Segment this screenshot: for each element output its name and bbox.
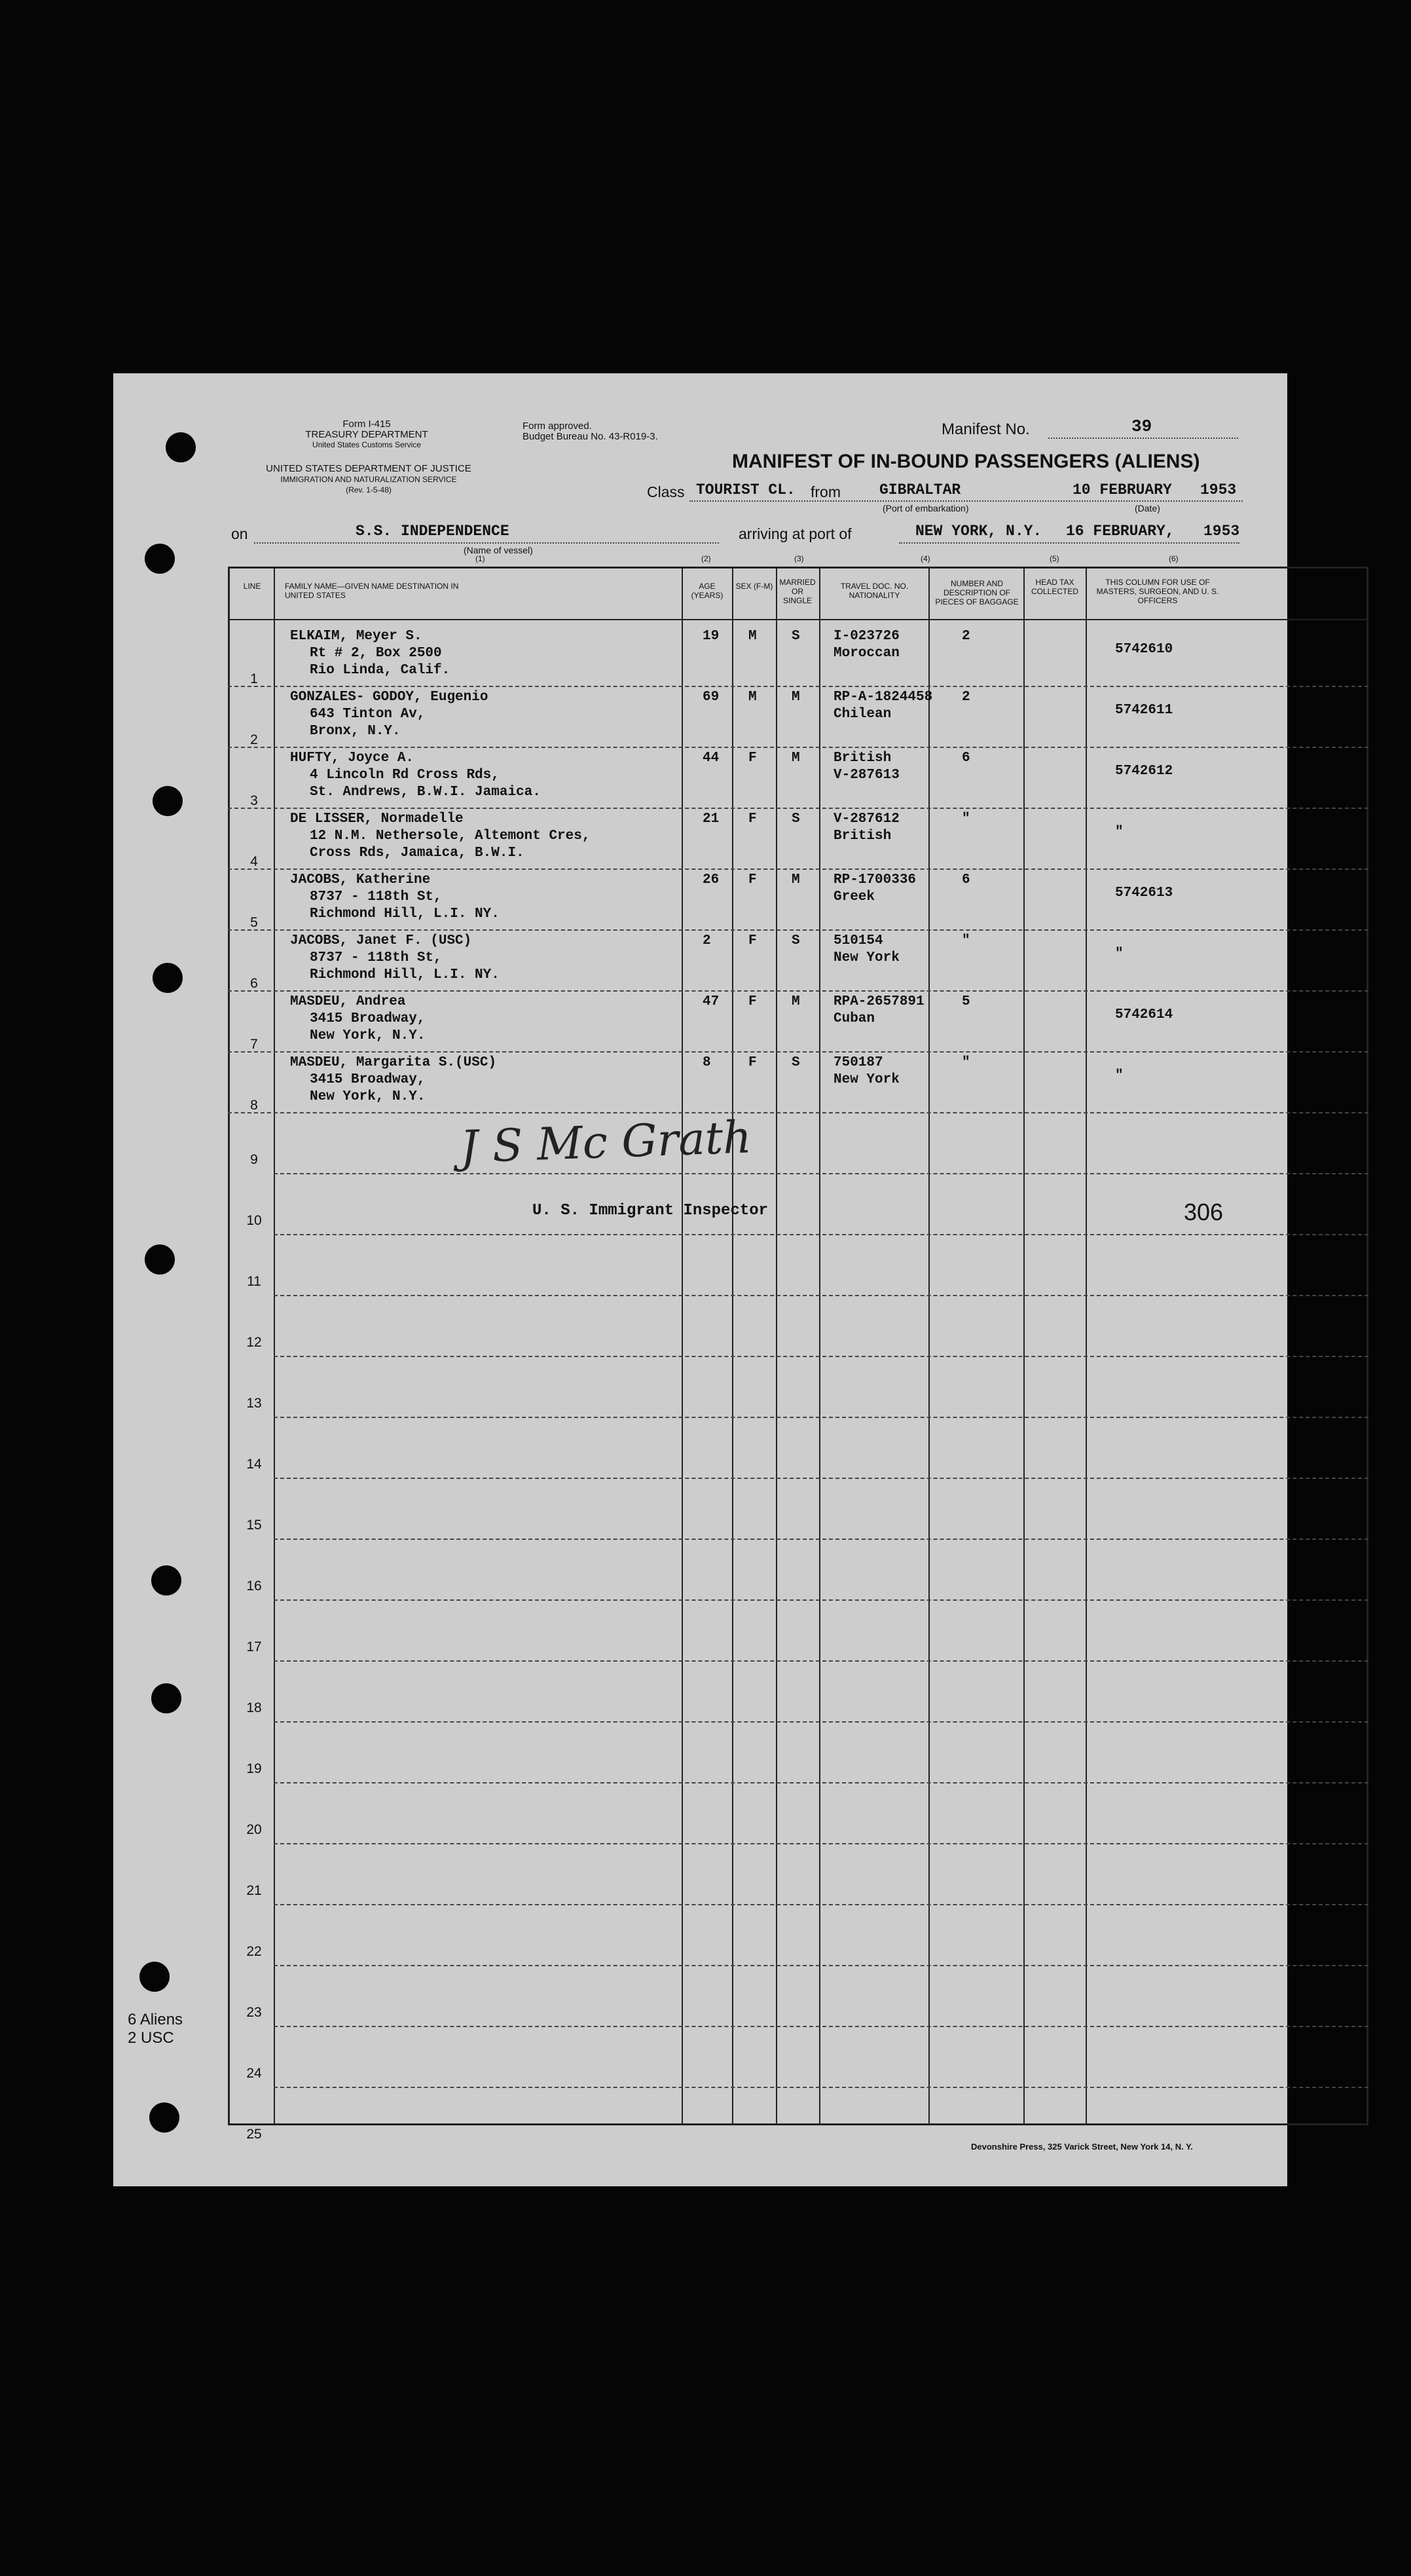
passenger-name: JACOBS, Katherine <box>290 872 431 887</box>
col-sep-tax <box>1023 567 1025 2125</box>
passenger-age: 19 <box>703 629 720 644</box>
row-separator <box>274 1721 1368 1723</box>
row-line-number: 3 <box>250 793 258 808</box>
travel-document-number: RP-1700336 <box>834 872 917 887</box>
row-line-number: 18 <box>246 1700 262 1715</box>
passenger-sex: F <box>748 933 757 948</box>
manifest-title: MANIFEST OF IN-BOUND PASSENGERS (ALIENS) <box>732 451 1200 472</box>
passenger-sex: F <box>748 994 757 1009</box>
travel-document-number: British <box>834 751 892 766</box>
travel-document-number: 750187 <box>834 1055 883 1070</box>
row-separator <box>228 929 1368 931</box>
row-separator <box>274 1660 1368 1662</box>
passenger-sex: F <box>748 812 757 827</box>
passenger-name: MASDEU, Margarita S.(USC) <box>290 1055 497 1070</box>
row-separator <box>274 1539 1368 1540</box>
punch-hole <box>145 544 175 574</box>
row-separator <box>228 686 1368 687</box>
passenger-marital-status: M <box>792 690 800 705</box>
punch-hole <box>153 963 183 993</box>
col-sep-sex <box>732 567 733 2125</box>
col-sep-baggage <box>928 567 930 2125</box>
row-separator <box>274 1234 1368 1235</box>
passenger-sex: M <box>748 690 757 705</box>
row-separator <box>274 1417 1368 1418</box>
officer-number: 5742612 <box>1115 764 1173 779</box>
arriving-label: arriving at port of <box>739 525 852 542</box>
passenger-address-city: Cross Rds, Jamaica, B.W.I. <box>310 846 524 861</box>
passenger-nationality: V-287613 <box>834 768 900 783</box>
row-line-number: 24 <box>246 2066 262 2081</box>
date-caption: (Date) <box>1135 503 1160 513</box>
baggage-pieces: 2 <box>962 690 970 705</box>
col-header-sex: SEX (F-M) <box>735 582 773 591</box>
passenger-address-street: 8737 - 118th St, <box>310 889 442 905</box>
class-label: Class <box>647 483 685 500</box>
port-of-embarkation: GIBRALTAR <box>879 481 961 498</box>
passenger-name: JACOBS, Janet F. (USC) <box>290 933 472 948</box>
form-number: Form I-415 <box>342 419 391 430</box>
margin-note-aliens: 6 Aliens <box>128 2011 183 2028</box>
officer-number: 5742614 <box>1115 1007 1173 1022</box>
row-line-number: 17 <box>246 1639 262 1654</box>
budget-bureau: Budget Bureau No. 43-R019-3. <box>522 431 658 442</box>
row-line-number: 21 <box>246 1883 262 1898</box>
passenger-address-street: 4 Lincoln Rd Cross Rds, <box>310 768 500 783</box>
row-separator <box>274 1782 1368 1783</box>
ins-line: IMMIGRATION AND NATURALIZATION SERVICE <box>280 475 457 484</box>
vessel-name: S.S. INDEPENDENCE <box>356 523 509 540</box>
travel-document-number: RP-A-1824458 <box>834 690 933 705</box>
punch-hole <box>166 432 196 462</box>
passenger-marital-status: S <box>792 812 800 827</box>
col-header-use: THIS COLUMN FOR USE OF MASTERS, SURGEON, AND U. S. OFFICERS <box>1096 578 1219 605</box>
from-label: from <box>811 483 841 500</box>
row-line-number: 2 <box>250 732 258 747</box>
col-sep-age <box>682 567 683 2125</box>
passenger-address-street: 8737 - 118th St, <box>310 950 442 965</box>
col-header-tax: HEAD TAX COLLECTED <box>1031 578 1079 596</box>
baggage-pieces: " <box>962 933 970 948</box>
passenger-address-street: 3415 Broadway, <box>310 1072 426 1087</box>
arrival-port: NEW YORK, N.Y. <box>915 523 1042 540</box>
passenger-age: 26 <box>703 872 720 887</box>
row-separator <box>274 1904 1368 1905</box>
row-separator <box>274 1478 1368 1479</box>
col-sep-line <box>274 567 275 2125</box>
travel-document-number: RPA-2657891 <box>834 994 925 1009</box>
caption-5: (5) <box>1050 554 1059 563</box>
passenger-marital-status: S <box>792 1055 800 1070</box>
manifest-no-label: Manifest No. <box>942 420 1030 438</box>
col-header-married: MARRIED OR SINGLE <box>779 578 816 605</box>
baggage-pieces: " <box>962 812 970 827</box>
row-line-number: 23 <box>246 2005 262 2020</box>
passenger-address-street: Rt # 2, Box 2500 <box>310 646 442 661</box>
row-line-number: 20 <box>246 1822 262 1837</box>
travel-document-number: 510154 <box>834 933 883 948</box>
passenger-address-street: 12 N.M. Nethersole, Altemont Cres, <box>310 829 591 844</box>
embarkation-date: 10 FEBRUARY <box>1072 481 1172 498</box>
officer-number: " <box>1115 946 1124 961</box>
passenger-address-city: Bronx, N.Y. <box>310 724 401 739</box>
department-of-justice: UNITED STATES DEPARTMENT OF JUSTICE <box>266 463 471 474</box>
arrival-year: 1953 <box>1203 523 1240 540</box>
officer-number: " <box>1115 825 1124 840</box>
passenger-age: 8 <box>703 1055 711 1070</box>
passenger-name: ELKAIM, Meyer S. <box>290 629 422 644</box>
passenger-address-city: New York, N.Y. <box>310 1089 426 1104</box>
passenger-nationality: Greek <box>834 889 875 905</box>
passenger-name: MASDEU, Andrea <box>290 994 406 1009</box>
row-line-number: 11 <box>247 1274 261 1289</box>
travel-document-number: V-287612 <box>834 812 900 827</box>
punch-hole <box>149 2102 179 2133</box>
caption-2: (2) <box>701 554 711 563</box>
class-row-underline <box>689 500 1243 502</box>
row-separator <box>274 1295 1368 1296</box>
passenger-nationality: New York <box>834 950 900 965</box>
inspector-label: U. S. Immigrant Inspector <box>532 1202 769 1220</box>
row-line-number: 9 <box>250 1152 258 1167</box>
row-line-number: 1 <box>250 671 258 686</box>
manifest-document <box>113 373 1287 2186</box>
embarkation-year: 1953 <box>1200 481 1237 498</box>
passenger-sex: F <box>748 1055 757 1070</box>
passenger-nationality: New York <box>834 1072 900 1087</box>
printer-credit: Devonshire Press, 325 Varick Street, New York 14, N. Y. <box>971 2142 1193 2152</box>
passenger-age: 21 <box>703 812 720 827</box>
row-separator <box>228 747 1368 748</box>
passenger-marital-status: S <box>792 629 800 644</box>
inspector-signature: J S Mc Grath <box>459 1111 753 1174</box>
row-separator <box>274 2026 1368 2027</box>
passenger-nationality: Chilean <box>834 707 892 722</box>
passenger-address-city: St. Andrews, B.W.I. Jamaica. <box>310 785 541 800</box>
col-header-travel: TRAVEL DOC. NO. NATIONALITY <box>840 582 909 600</box>
punch-hole <box>151 1683 181 1713</box>
punch-hole <box>145 1244 175 1275</box>
officer-number: 5742611 <box>1115 703 1173 718</box>
officer-number: 5742610 <box>1115 642 1173 657</box>
customs-service: United States Customs Service <box>312 440 422 449</box>
on-label: on <box>231 525 248 542</box>
passenger-age: 47 <box>703 994 720 1009</box>
passenger-address-street: 643 Tinton Av, <box>310 707 426 722</box>
manifest-no-underline <box>1048 438 1238 439</box>
col-header-line: LINE <box>243 582 261 591</box>
passenger-address-street: 3415 Broadway, <box>310 1011 426 1026</box>
vessel-caption: (Name of vessel) <box>464 545 533 555</box>
baggage-pieces: 5 <box>962 994 970 1009</box>
passenger-address-city: Richmond Hill, L.I. NY. <box>310 906 500 922</box>
row-line-number: 19 <box>246 1761 262 1776</box>
passenger-marital-status: S <box>792 933 800 948</box>
row-line-number: 25 <box>246 2127 262 2142</box>
row-line-number: 14 <box>246 1457 262 1472</box>
passenger-marital-status: M <box>792 994 800 1009</box>
passenger-sex: M <box>748 629 757 644</box>
col-sep-travel <box>819 567 820 2125</box>
row-line-number: 4 <box>250 854 258 869</box>
col-header-baggage: NUMBER AND DESCRIPTION OF PIECES OF BAGGAGE <box>935 579 1019 607</box>
punch-hole <box>139 1962 170 1992</box>
baggage-pieces: " <box>962 1055 970 1070</box>
punch-hole <box>151 1565 181 1596</box>
row-line-number: 7 <box>250 1037 258 1052</box>
baggage-pieces: 6 <box>962 872 970 887</box>
form-approved: Form approved. <box>522 420 592 432</box>
caption-4: (4) <box>921 554 930 563</box>
passenger-age: 44 <box>703 751 720 766</box>
passenger-age: 2 <box>703 933 711 948</box>
passenger-nationality: Cuban <box>834 1011 875 1026</box>
margin-note-usc: 2 USC <box>128 2029 174 2047</box>
row-line-number: 8 <box>250 1098 258 1113</box>
row-line-number: 13 <box>246 1396 262 1411</box>
row-line-number: 15 <box>246 1518 262 1533</box>
passenger-sex: F <box>748 751 757 766</box>
row-line-number: 6 <box>250 976 258 991</box>
row-separator <box>228 990 1368 992</box>
col-header-age: AGE (YEARS) <box>691 582 724 600</box>
row-line-number: 5 <box>250 915 258 930</box>
col-sep-married <box>776 567 777 2125</box>
row-separator <box>274 1843 1368 1844</box>
passenger-name: GONZALES- GODOY, Eugenio <box>290 690 488 705</box>
revision-date: (Rev. 1-5-48) <box>346 485 392 495</box>
travel-document-number: I-023726 <box>834 629 900 644</box>
passenger-name: DE LISSER, Normadelle <box>290 812 464 827</box>
row-separator <box>274 1599 1368 1601</box>
punch-hole <box>153 786 183 816</box>
col-sep-use <box>1086 567 1087 2125</box>
passenger-marital-status: M <box>792 872 800 887</box>
arrival-date: 16 FEBRUARY, <box>1066 523 1175 540</box>
row-line-number: 10 <box>246 1213 262 1228</box>
passenger-nationality: Moroccan <box>834 646 900 661</box>
row-separator <box>228 1112 1368 1113</box>
row-line-number: 16 <box>246 1578 262 1594</box>
passenger-name: HUFTY, Joyce A. <box>290 751 414 766</box>
passenger-age: 69 <box>703 690 720 705</box>
passenger-address-city: Rio Linda, Calif. <box>310 663 450 678</box>
vessel-underline <box>254 542 719 544</box>
officer-number: " <box>1115 1068 1124 1083</box>
row-separator <box>274 1173 1368 1174</box>
baggage-pieces: 6 <box>962 751 970 766</box>
row-line-number: 12 <box>246 1335 262 1350</box>
passenger-marital-status: M <box>792 751 800 766</box>
row-line-number: 22 <box>246 1944 262 1959</box>
row-separator <box>274 1965 1368 1966</box>
passenger-address-city: New York, N.Y. <box>310 1028 426 1043</box>
passenger-sex: F <box>748 872 757 887</box>
caption-1: (1) <box>475 554 485 563</box>
baggage-pieces: 2 <box>962 629 970 644</box>
officer-number: 5742613 <box>1115 886 1173 901</box>
number-306: 306 <box>1184 1199 1224 1225</box>
treasury-department: TREASURY DEPARTMENT <box>305 429 428 440</box>
passenger-address-city: Richmond Hill, L.I. NY. <box>310 967 500 982</box>
row-separator <box>228 868 1368 870</box>
row-separator <box>274 1356 1368 1357</box>
col-header-name: FAMILY NAME—GIVEN NAME DESTINATION IN UNITED STATES <box>285 582 459 600</box>
row-separator <box>228 808 1368 809</box>
manifest-no-value: 39 <box>1131 417 1152 436</box>
row-separator <box>274 2087 1368 2088</box>
caption-3: (3) <box>794 554 804 563</box>
port-caption: (Port of embarkation) <box>883 503 969 513</box>
passenger-nationality: British <box>834 829 892 844</box>
class-value: TOURIST CL. <box>696 481 796 498</box>
arrival-underline <box>899 542 1239 544</box>
caption-6: (6) <box>1169 554 1179 563</box>
row-separator <box>228 1051 1368 1053</box>
